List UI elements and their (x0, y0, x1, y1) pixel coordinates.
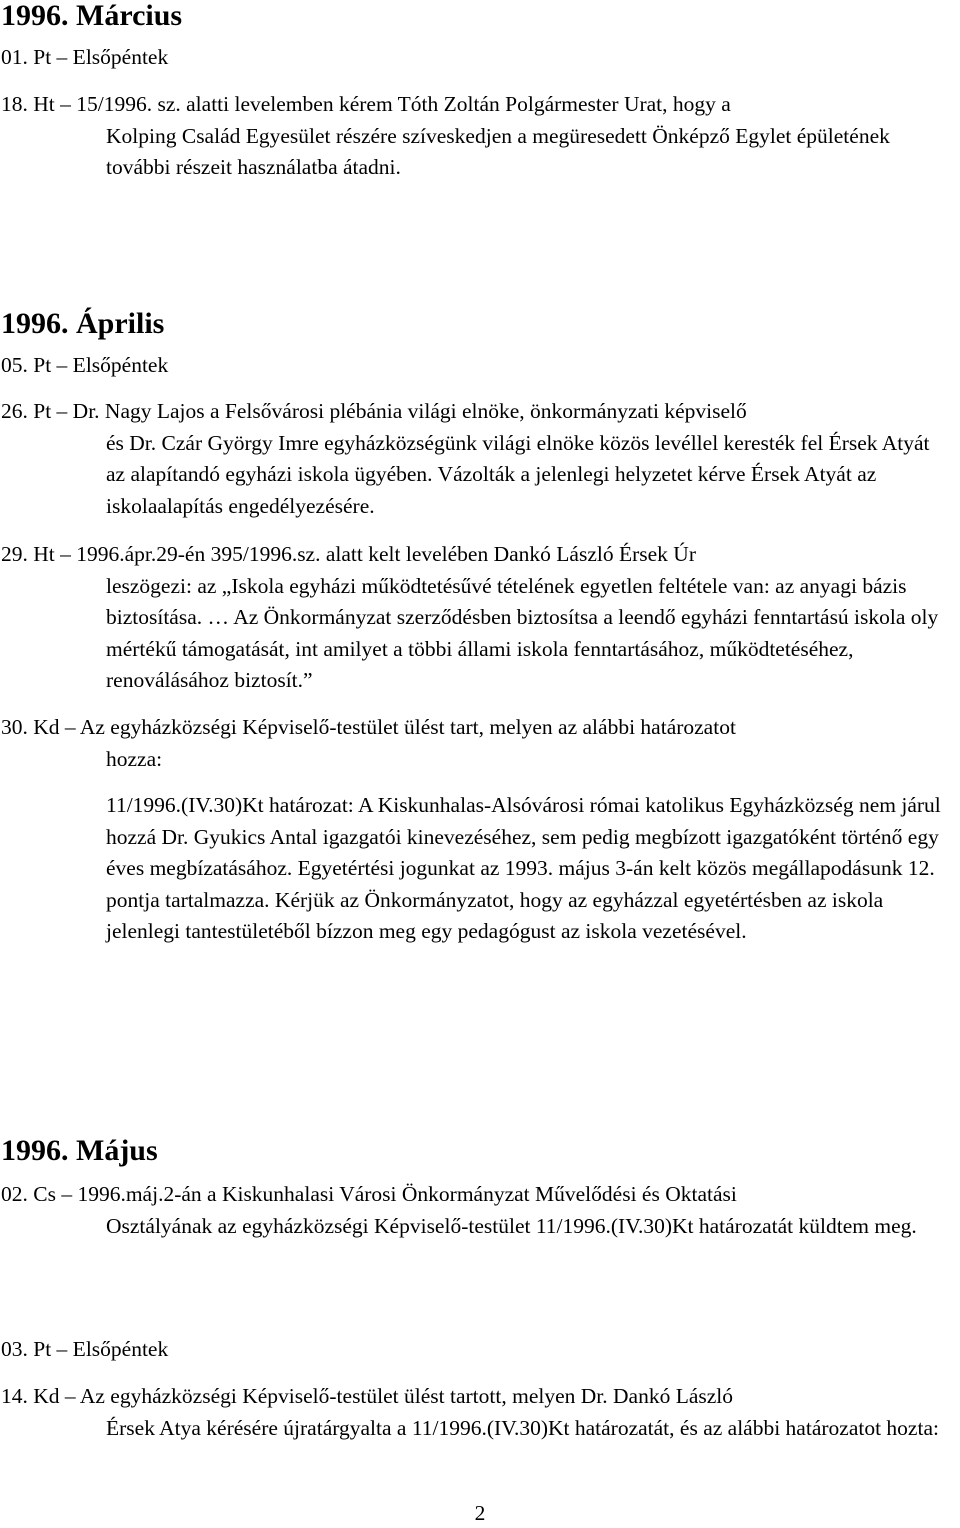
entry-first-line: 03. Pt – Elsőpéntek (1, 1337, 169, 1361)
entry-first-line: 05. Pt – Elsőpéntek (1, 353, 169, 377)
entry-first-line: 29. Ht – 1996.ápr.29-én 395/1996.sz. alatt kelt levelében Dankó László Érsek Úr (1, 542, 696, 566)
entry-majus-14 (1, 1381, 951, 1444)
entry-majus-02 (1, 1179, 951, 1242)
entry-marcius-01 (1, 42, 951, 74)
entry-first-line: 02. Cs – 1996.máj.2-án a Kiskunhalasi Városi Önkormányzat Művelődési és Oktatási (1, 1182, 737, 1206)
entry-continuation: és Dr. Czár György Imre egyházközségünk világi elnöke közös levéllel keresték fel Érsek Atyát az alapítandó egyházi iskola ügyében. Vázolták a jelenlegi helyzetet kérve Érsek Atyát az iskolaalapítás engedélyezésére. (106, 430, 930, 518)
entry-marcius-18 (1, 89, 951, 184)
entry-first-line: 14. Kd – Az egyházközségi Képviselő-testület ülést tartott, melyen Dr. Dankó László (1, 1384, 734, 1408)
entry-aprilis-05 (1, 350, 951, 382)
entry-aprilis-29 (1, 539, 951, 697)
entry-aprilis-30 (1, 712, 951, 775)
page-number: 2 (474, 1501, 486, 1525)
entry-continuation: Osztályának az egyházközségi Képviselő-testület 11/1996.(IV.30)Kt határozatát küldtem meg. (106, 1213, 917, 1238)
entry-continuation: Kolping Család Egyesület részére szíveskedjen a megüresedett Önképző Egylet épületének további részeit használatba átadni. (106, 123, 890, 179)
entry-first-line: 01. Pt – Elsőpéntek (1, 45, 169, 69)
resolution-text: 11/1996.(IV.30)Kt határozat: A Kiskunhalas-Alsóvárosi római katolikus Egyházközség nem járul hozzá Dr. Gyukics Antal igazgatói kinevezéséhez, sem pedig megbízott igazgatóként történő egy éves megbízatásához. Egyetértési jogunkat az 1993. május 3-án kelt közös megállapodásunk 12. pontja tartalmazza. Kérjük az Önkormányzatot, hogy az egyházzal egyetértésben az iskola jelenlegi tantestületéből bízzon meg egy pedagógust az iskola vezetésével. (106, 793, 941, 943)
entry-continuation: hozza: (106, 746, 163, 771)
entry-aprilis-26 (1, 396, 951, 522)
section-title-marcius: 1996. Március (1, 0, 183, 32)
entry-continuation: Érsek Atya kérésére újratárgyalta a 11/1996.(IV.30)Kt határozatát, és az alábbi határozatot hozta: (106, 1415, 939, 1440)
entry-first-line: 26. Pt – Dr. Nagy Lajos a Felsővárosi plébánia világi elnöke, önkormányzati képviselő (1, 399, 747, 423)
entry-majus-03 (1, 1334, 951, 1366)
section-title-majus: 1996. Május (1, 1134, 158, 1167)
entry-first-line: 18. Ht – 15/1996. sz. alatti levelemben kérem Tóth Zoltán Polgármester Urat, hogy a (1, 92, 731, 116)
section-title-aprilis: 1996. Április (1, 307, 165, 340)
entry-continuation: leszögezi: az „Iskola egyházi működtetésűvé tételének egyetlen feltétele van: az anyagi bázis biztosítása. … Az Önkormányzat szerződésben biztosítsa a leendő egyházi fenntartású iskola oly mértékű támogatását, int amilyet a többi állami iskola fenntartásához, működtetéséhez, renoválásához biztosít.” (106, 573, 939, 692)
entry-first-line: 30. Kd – Az egyházközségi Képviselő-testület ülést tart, melyen az alábbi határozatot (1, 715, 736, 739)
